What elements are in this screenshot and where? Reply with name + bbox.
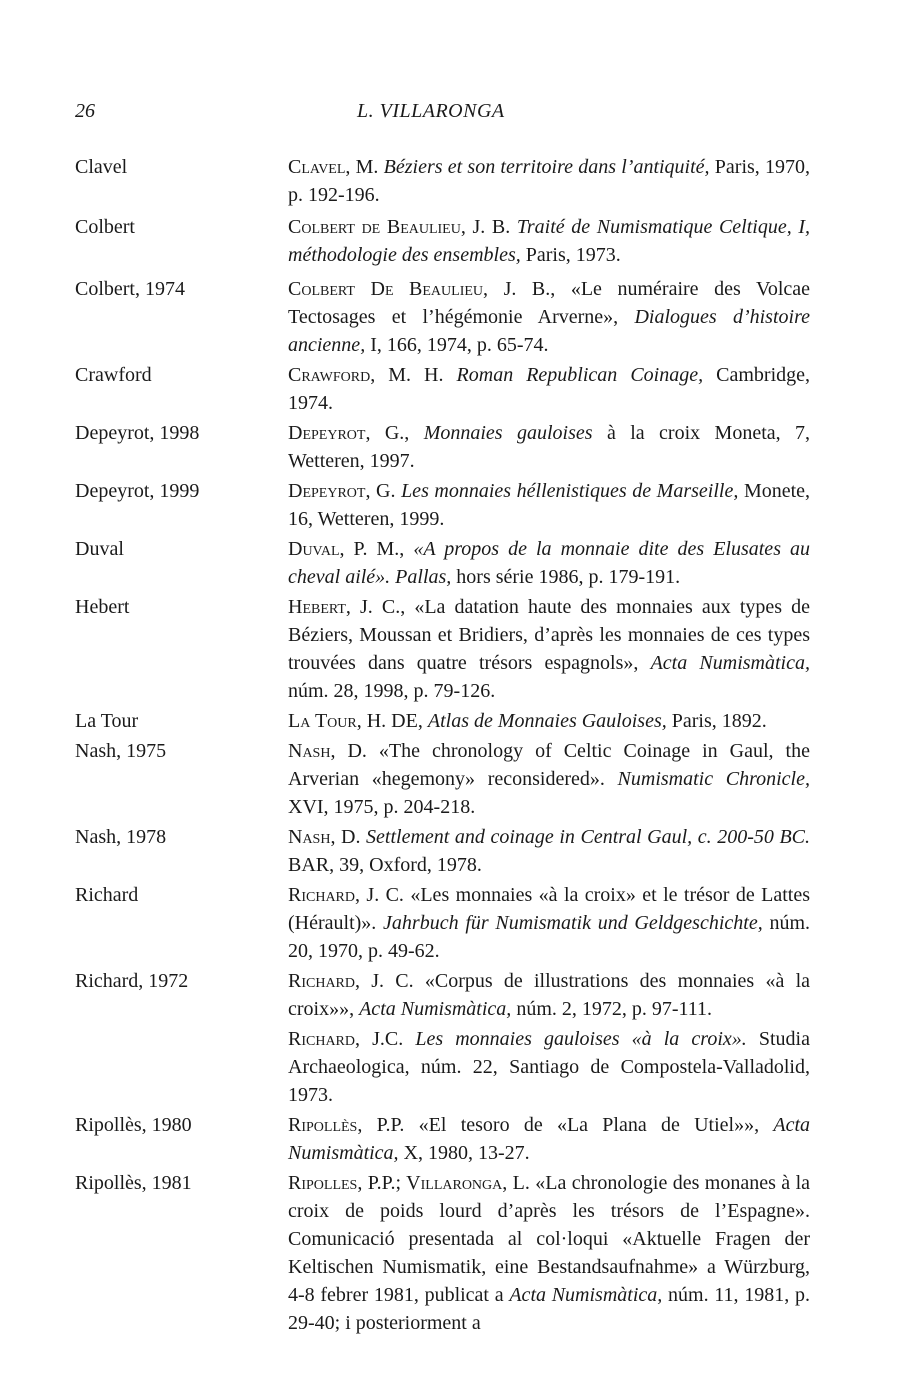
bibliography-entry	[0, 823, 900, 879]
entry-author: Nash, D.	[288, 740, 367, 762]
entry-details: Monete, 16, Wetteren, 1999.	[288, 480, 811, 530]
entry-title: Acta Numismàtica,	[359, 998, 512, 1020]
entry-details: XVI, 1975, p. 204-218.	[288, 796, 476, 818]
entry-title: Acta Numismàtica,	[509, 1284, 663, 1306]
bibliography-entry	[0, 1169, 900, 1337]
entry-title: Monnaies gauloises	[423, 422, 593, 444]
entry-article-title: «La chronologie des monanes à la croix de poids lourd d’après les trésors de l’Espagne». Comunicació presentada al col·loqui «Aktuelle Fragen der Keltischen Numismatik, eine Bestandsaufnahme» a Würzburg, 4-8 febrer 1981, publicat a	[288, 1172, 811, 1306]
entry-details: I, 166, 1974, p. 65-74.	[370, 334, 549, 356]
entry-details: núm. 11, 1981, p. 29-40; i posteriorment a	[288, 1284, 811, 1334]
entry-details: X, 1980, 13-27.	[403, 1142, 530, 1164]
entry-reference	[288, 1025, 810, 1109]
entry-title: Traité de Numismatique Celtique, I, méthodologie des ensembles,	[288, 216, 810, 266]
entry-key: Colbert	[75, 216, 135, 238]
running-head	[0, 100, 900, 130]
entry-author: Duval, P. M.,	[288, 538, 405, 560]
entry-key: La Tour	[75, 710, 139, 732]
entry-key: Richard	[75, 884, 139, 906]
entry-article-title: «Les monnaies «à la croix» et le trésor de Lattes (Hérault)».	[288, 884, 810, 934]
entry-title: Dialogues d’histoire ancienne,	[288, 306, 810, 356]
entry-author: Richard, J.C.	[288, 1028, 404, 1050]
entry-title: Les monnaies gauloises «à la croix».	[415, 1028, 747, 1050]
entry-key: Depeyrot, 1998	[75, 422, 200, 444]
entry-author: Clavel, M.	[288, 156, 379, 178]
bibliography-entry	[0, 1111, 900, 1167]
bibliography-entry	[0, 275, 900, 359]
entry-title: «A propos de la monnaie dite des Elusates au cheval ailé». Pallas,	[288, 538, 811, 588]
bibliography-entry	[0, 153, 900, 209]
entry-details: Cambridge, 1974.	[288, 364, 811, 414]
entry-details: Studia Archaeologica, núm. 22, Santiago de Compostela-Valladolid, 1973.	[288, 1028, 810, 1106]
entry-author: Depeyrot, G.,	[288, 422, 410, 444]
entry-title: Settlement and coinage in Central Gaul, c. 200-50 BC.	[366, 826, 810, 848]
entry-details: Paris, 1970, p. 192-196.	[288, 156, 811, 206]
entry-title: Béziers et son territoire dans l’antiquité,	[383, 156, 710, 178]
entry-reference	[288, 1111, 810, 1167]
bibliography-entry	[0, 707, 900, 735]
bibliography-list	[0, 153, 900, 1337]
entry-details: núm. 28, 1998, p. 79-126.	[288, 680, 496, 702]
entry-details: Paris, 1892.	[671, 710, 767, 732]
entry-title: Les monnaies héllenistiques de Marseille,	[401, 480, 739, 502]
entry-title: Roman Republican Coinage,	[456, 364, 704, 386]
entry-author: La Tour, H. DE,	[288, 710, 423, 732]
entry-details: à la croix Moneta, 7, Wetteren, 1997.	[288, 422, 811, 472]
entry-reference	[288, 153, 810, 209]
bibliography-entry	[0, 967, 900, 1023]
entry-author: Colbert de Beaulieu, J. B.	[288, 216, 511, 238]
bibliography-entry	[0, 213, 900, 273]
entry-key: Nash, 1975	[75, 740, 167, 762]
entry-key: Ripollès, 1981	[75, 1172, 192, 1194]
entry-key: Richard, 1972	[75, 970, 189, 992]
entry-key: Ripollès, 1980	[75, 1114, 192, 1136]
entry-reference	[288, 419, 810, 475]
entry-author: Colbert De Beaulieu, J. B.,	[288, 278, 556, 300]
entry-author: Nash, D.	[288, 826, 361, 848]
bibliography-entry	[0, 593, 900, 705]
entry-details: BAR, 39, Oxford, 1978.	[288, 854, 482, 876]
entry-reference	[288, 477, 810, 533]
entry-reference	[288, 881, 810, 965]
entry-key: Crawford	[75, 364, 152, 386]
entry-title: Acta Numismàtica,	[288, 1114, 811, 1164]
entry-key: Depeyrot, 1999	[75, 480, 200, 502]
bibliography-entry	[0, 477, 900, 533]
entry-reference	[288, 361, 810, 417]
entry-author: Richard, J. C.	[288, 884, 404, 906]
entry-reference	[288, 967, 810, 1023]
entry-key: Duval	[75, 538, 124, 560]
entry-article-title: «Corpus de illustrations des monnaies «à la croix»»,	[288, 970, 811, 1020]
entry-reference	[288, 707, 810, 735]
entry-reference	[288, 1169, 810, 1337]
entry-details: núm. 20, 1970, p. 49-62.	[288, 912, 811, 962]
bibliography-entry	[0, 1025, 900, 1109]
entry-author: Depeyrot, G.	[288, 480, 396, 502]
bibliography-entry	[0, 535, 900, 591]
page-number: 26	[75, 100, 95, 122]
bibliography-entry	[0, 881, 900, 965]
entry-key: Hebert	[75, 596, 130, 618]
entry-author: Ripollès, P.P.	[288, 1114, 405, 1136]
entry-title: Acta Numismàtica,	[650, 652, 810, 674]
bibliography-entry	[0, 361, 900, 417]
entry-author: Crawford, M. H.	[288, 364, 444, 386]
entry-key: Clavel	[75, 156, 128, 178]
entry-article-title: «El tesoro de «La Plana de Utiel»»,	[418, 1114, 760, 1136]
bibliography-entry	[0, 737, 900, 821]
entry-details: hors série 1986, p. 179-191.	[456, 566, 681, 588]
entry-author: Ripolles, P.P.; Villaronga, L.	[288, 1172, 530, 1194]
entry-title: Jahrbuch für Numismatik und Geldgeschichte,	[383, 912, 763, 934]
bibliography-entry	[0, 419, 900, 475]
entry-article-title: «La datation haute des monnaies aux types de Béziers, Moussan et Bridiers, d’après les monnaies de ces types trouvées dans quatre trésors espagnols»,	[288, 596, 811, 674]
entry-reference	[288, 823, 810, 879]
entry-reference	[288, 737, 810, 821]
entry-key: Colbert, 1974	[75, 278, 185, 300]
entry-details: núm. 2, 1972, p. 97-111.	[516, 998, 713, 1020]
entry-reference	[288, 275, 810, 359]
entry-title: Atlas de Monnaies Gauloises,	[427, 710, 667, 732]
running-title: L. VILLARONGA	[357, 100, 505, 122]
entry-reference	[288, 593, 810, 705]
entry-details: Paris, 1973.	[525, 244, 621, 266]
entry-title: Numismatic Chronicle,	[617, 768, 810, 790]
entry-reference	[288, 213, 810, 269]
entry-key: Nash, 1978	[75, 826, 167, 848]
entry-author: Hebert, J. C.,	[288, 596, 406, 618]
entry-author: Richard, J. C.	[288, 970, 414, 992]
entry-article-title: «The chronology of Celtic Coinage in Gaul, the Arverian «hegemony» reconsidered».	[288, 740, 810, 790]
entry-reference	[288, 535, 810, 591]
entry-article-title: «Le numéraire des Volcae Tectosages et l’hégémonie Arverne»,	[288, 278, 811, 328]
